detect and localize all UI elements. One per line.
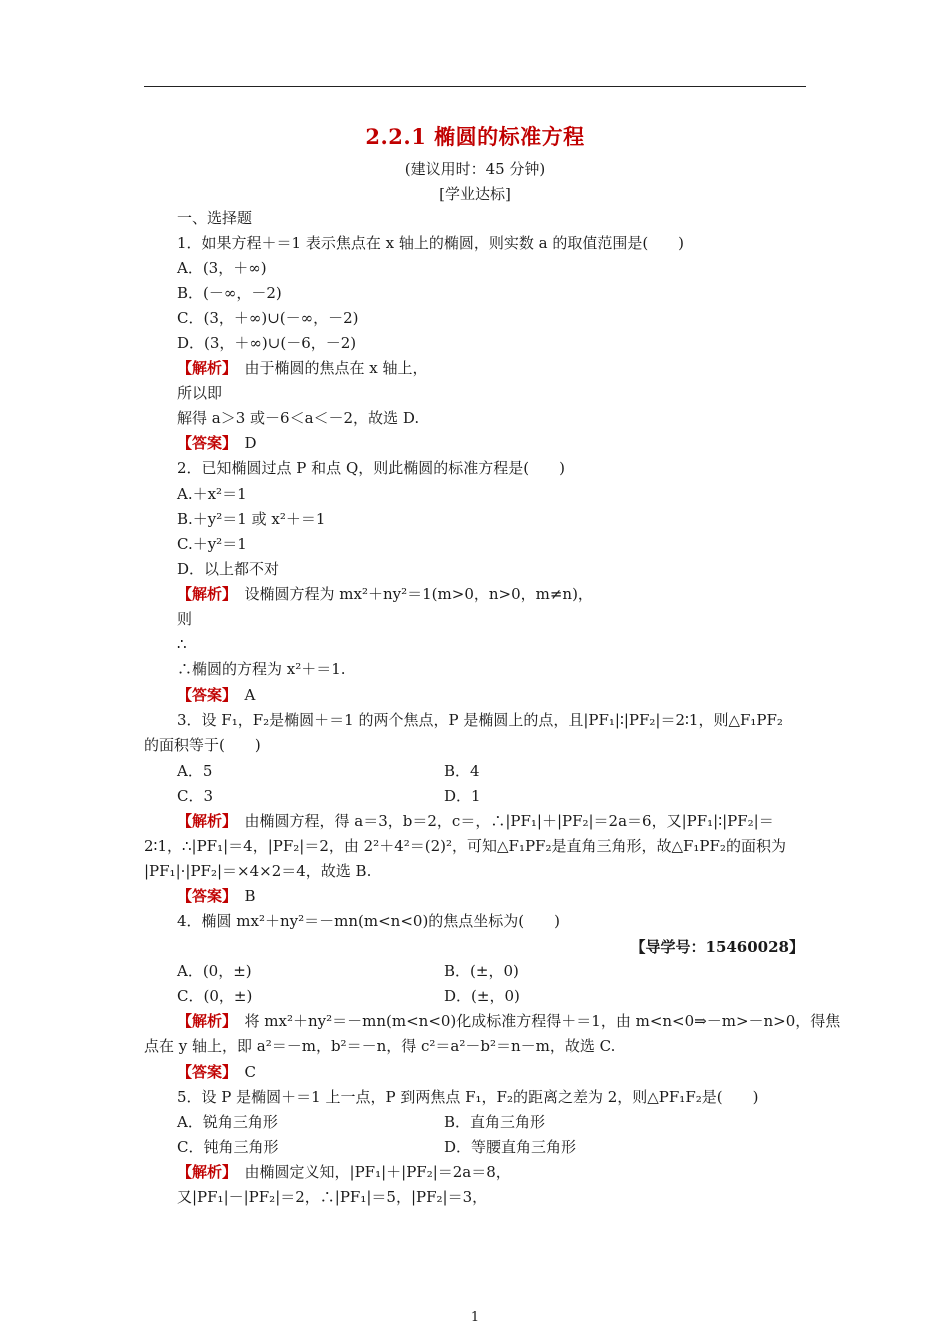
q4-answer: C xyxy=(229,1063,256,1081)
q3-option-b: B．4 xyxy=(444,762,480,780)
answer-tag: 【答案】 xyxy=(177,686,230,704)
q3-analysis-line-3: |PF₁|·|PF₂|＝×4×2＝4，故选 B. xyxy=(144,862,372,880)
q3-option-d: D．1 xyxy=(444,787,481,805)
q3-option-c: C．3 xyxy=(177,787,214,805)
q5-stem: 5．设 P 是椭圆＋＝1 上一点，P 到两焦点 F₁，F₂的距离之差为 2，则△PF₁F₂是( ) xyxy=(177,1088,759,1106)
q1-option-b: B．(－∞，－2) xyxy=(177,284,282,302)
header-rule xyxy=(144,86,806,87)
q1-analysis-line-3: 解得 a＞3 或－6＜a＜－2，故选 D. xyxy=(177,409,420,427)
part-heading: 一、选择题 xyxy=(177,209,253,227)
q3-stem: 3．设 F₁，F₂是椭圆＋＝1 的两个焦点，P 是椭圆上的点，且|PF₁|∶|PF₂|＝2∶1，则△F₁PF₂ xyxy=(177,711,783,729)
q3-stem-2: 的面积等于( ) xyxy=(144,736,261,754)
q3-answer-line xyxy=(177,886,256,906)
q3-analysis-line xyxy=(177,811,774,831)
q2-analysis-line-4: ∴椭圆的方程为 x²＋＝1. xyxy=(177,660,346,678)
q4-option-b: B．(±，0) xyxy=(444,962,519,980)
q3-analysis-text: 由椭圆方程，得 a＝3，b＝2，c＝，∴|PF₁|＋|PF₂|＝2a＝6，又|PF₁|∶|PF₂|＝ xyxy=(229,812,774,830)
q4-option-c: C．(0，±) xyxy=(177,987,253,1005)
q1-answer: D xyxy=(229,434,257,452)
q2-answer-line xyxy=(177,685,255,705)
q3-option-a: A．5 xyxy=(177,762,213,780)
q2-option-c: C.＋y²＝1 xyxy=(177,535,247,553)
analysis-tag: 【解析】 xyxy=(177,585,230,603)
q2-option-b: B.＋y²＝1 或 x²＋＝1 xyxy=(177,510,326,528)
q4-analysis-line xyxy=(177,1011,840,1031)
q1-analysis-line-2: 所以即 xyxy=(177,384,223,402)
q5-analysis-line xyxy=(177,1162,511,1182)
q2-option-d: D．以上都不对 xyxy=(177,560,280,578)
q3-answer: B xyxy=(229,887,256,905)
q4-stem: 4．椭圆 mx²＋ny²＝－mn(m<n<0)的焦点坐标为( ) xyxy=(177,912,561,930)
analysis-tag: 【解析】 xyxy=(177,1012,230,1030)
page-title: 2.2.1 椭圆的标准方程 xyxy=(365,124,585,149)
analysis-tag: 【解析】 xyxy=(177,812,230,830)
q1-option-a: A．(3，＋∞) xyxy=(177,259,267,277)
q4-option-d: D．(±，0) xyxy=(444,987,520,1005)
q2-stem: 2．已知椭圆过点 P 和点 Q，则此椭圆的标准方程是( ) xyxy=(177,459,565,477)
q5-option-b: B．直角三角形 xyxy=(444,1113,546,1131)
q1-option-d: D．(3，＋∞)∪(－6，－2) xyxy=(177,334,357,352)
q2-analysis-line-2: 则 xyxy=(177,610,193,628)
q1-analysis-text: 由于椭圆的焦点在 x 轴上， xyxy=(229,359,428,377)
q2-analysis-line-3: ∴ xyxy=(177,635,187,653)
q2-analysis-line xyxy=(177,584,593,604)
answer-tag: 【答案】 xyxy=(177,887,230,905)
q1-option-c: C．(3，＋∞)∪(－∞，－2) xyxy=(177,309,359,327)
guide-number: 【导学号：15460028】 xyxy=(630,938,804,956)
q2-answer: A xyxy=(229,686,256,704)
q1-analysis-line xyxy=(177,358,428,378)
time-hint: (建议用时：45 分钟) xyxy=(404,160,546,178)
q5-analysis-text: 由椭圆定义知，|PF₁|＋|PF₂|＝2a＝8， xyxy=(229,1163,511,1181)
section-label: [学业达标] xyxy=(439,185,511,203)
q2-analysis-text: 设椭圆方程为 mx²＋ny²＝1(m>0，n>0，m≠n)， xyxy=(229,585,593,603)
answer-tag: 【答案】 xyxy=(177,1063,230,1081)
analysis-tag: 【解析】 xyxy=(177,359,230,377)
q5-option-a: A．锐角三角形 xyxy=(177,1113,278,1131)
q4-analysis-text: 将 mx²＋ny²＝－mn(m<n<0)化成标准方程得＋＝1，由 m<n<0⇒－m>－n>0，得焦 xyxy=(229,1012,841,1030)
q5-option-c: C．钝角三角形 xyxy=(177,1138,279,1156)
q5-option-d: D．等腰直角三角形 xyxy=(444,1138,577,1156)
q4-analysis-line-2: 点在 y 轴上，即 a²＝－m，b²＝－n，得 c²＝a²－b²＝n－m，故选 C. xyxy=(144,1037,616,1055)
q5-analysis-line-2: 又|PF₁|－|PF₂|＝2，∴|PF₁|＝5，|PF₂|＝3， xyxy=(177,1188,488,1206)
q4-option-a: A．(0，±) xyxy=(177,962,252,980)
page-number: 1 xyxy=(470,1310,480,1325)
q4-answer-line xyxy=(177,1062,256,1082)
q1-answer-line xyxy=(177,433,257,453)
q2-option-a: A.＋x²＝1 xyxy=(177,485,247,503)
q3-analysis-line-2: 2∶1，∴|PF₁|＝4，|PF₂|＝2，由 2²＋4²＝(2)²，可知△F₁PF₂是直角三角形，故△F₁PF₂的面积为 xyxy=(144,837,786,855)
q1-stem: 1．如果方程＋＝1 表示焦点在 x 轴上的椭圆，则实数 a 的取值范围是( ) xyxy=(177,234,685,252)
answer-tag: 【答案】 xyxy=(177,434,230,452)
analysis-tag: 【解析】 xyxy=(177,1163,230,1181)
